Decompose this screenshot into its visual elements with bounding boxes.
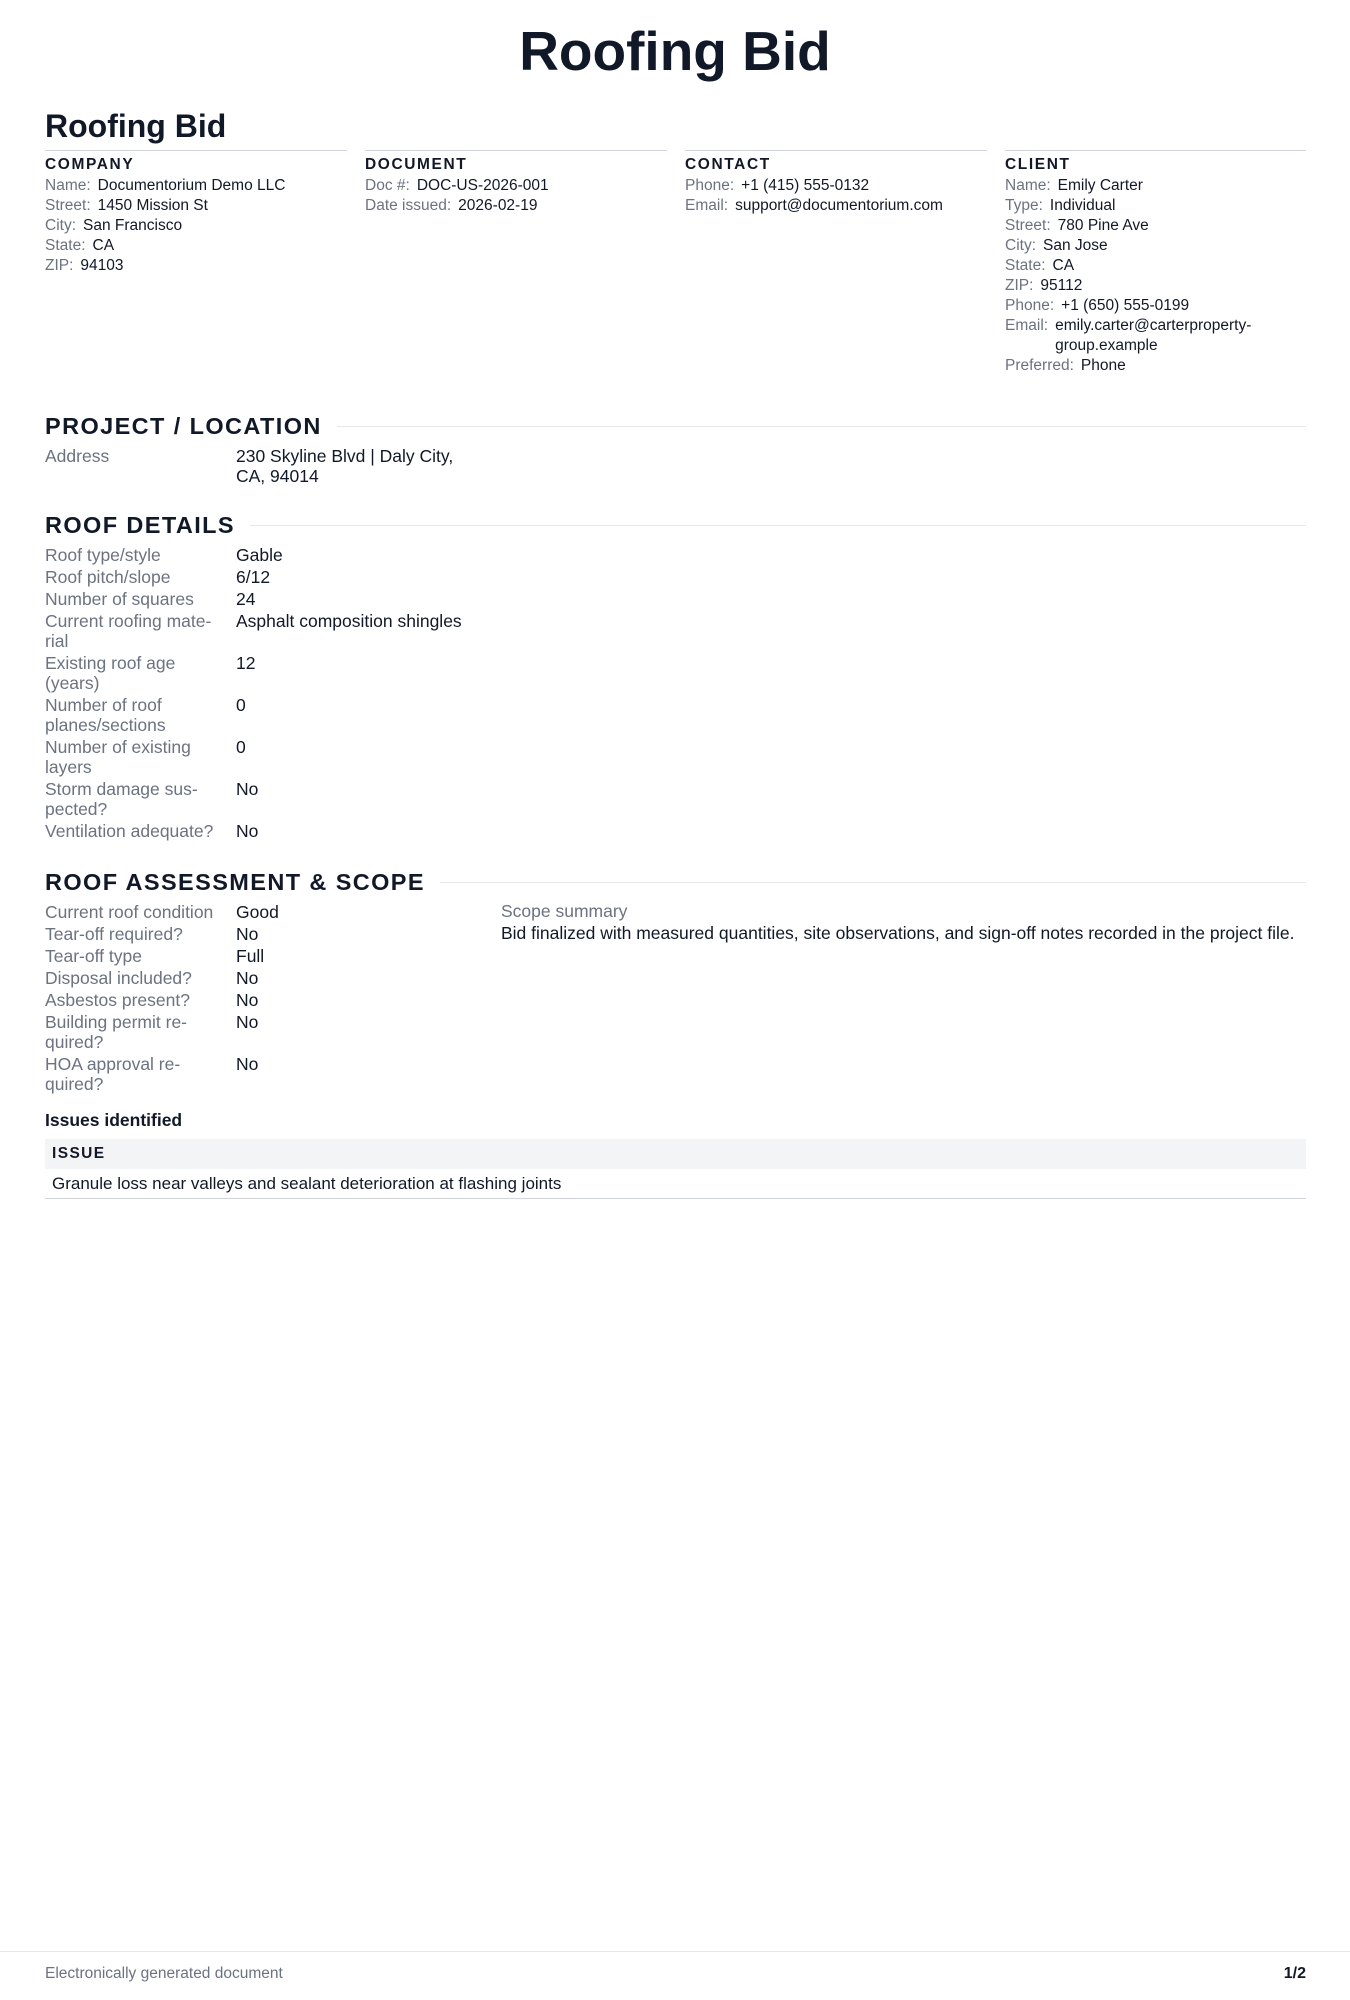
field-value: 0 [236, 737, 246, 757]
field-label: Date issued: [365, 197, 452, 214]
client-preferred: Phone [1080, 357, 1126, 374]
field-label: Ventilation adequate? [45, 821, 214, 841]
client-phone-row [1005, 296, 1306, 316]
client-street: 780 Pine Ave [1057, 217, 1149, 234]
client-name-row [1005, 176, 1306, 196]
label-line2: layers [45, 757, 92, 777]
client-zip-row [1005, 276, 1306, 296]
doc-number: DOC-US-2026-001 [416, 177, 549, 194]
client-email [1055, 316, 1251, 356]
field-label: Disposal included? [45, 968, 192, 988]
issues-title: Issues identified [45, 1110, 183, 1130]
company-block [45, 150, 347, 376]
field-label: Preferred: [1005, 357, 1074, 374]
scope-summary [501, 900, 1306, 944]
field-value: Gable [236, 545, 283, 565]
page-number: 1/2 [1283, 1965, 1306, 1982]
assessment-row [45, 990, 476, 1010]
detail-row [45, 821, 476, 841]
field-label: Phone: [685, 177, 735, 194]
client-type-row [1005, 196, 1306, 216]
field-label: Address [45, 446, 110, 466]
footer-note: Electronically generated document [45, 1965, 283, 1982]
field-value: No [236, 968, 259, 988]
client-email-line2: group.example [1055, 337, 1158, 354]
field-value: Good [236, 902, 279, 922]
roof-details-section-heading [45, 511, 1306, 539]
field-value: No [236, 779, 259, 799]
section-title: ROOF ASSESSMENT & SCOPE [45, 869, 425, 895]
field-label: Street: [1005, 217, 1051, 234]
field-label: Current roof condition [45, 902, 214, 922]
detail-row [45, 695, 476, 735]
scope-summary-text: Bid finalized with measured quantities, site observations, and sign-off notes recorded in the project file. [501, 923, 1295, 943]
field-label: Name: [45, 177, 91, 194]
label-line2: quired? [45, 1032, 104, 1052]
page-footer [0, 1951, 1350, 1982]
contact-phone: +1 (415) 555-0132 [741, 177, 870, 194]
assessment-row [45, 968, 476, 988]
label-line2: pected? [45, 799, 108, 819]
label-line2: (years) [45, 673, 100, 693]
company-city: San Francisco [83, 217, 183, 234]
client-name: Emily Carter [1057, 177, 1143, 194]
field-value: 6/12 [236, 567, 271, 587]
field-label: Doc #: [365, 177, 410, 194]
label-line2: rial [45, 631, 69, 651]
field-label: Email: [1005, 317, 1049, 334]
label-line1: Building permit re- [45, 1012, 187, 1032]
company-city-row [45, 216, 347, 236]
field-value: No [236, 990, 259, 1010]
assessment-row [45, 924, 476, 944]
field-value: 12 [236, 653, 256, 673]
label-line1: HOA approval re- [45, 1054, 181, 1074]
company-zip: 94103 [80, 257, 124, 274]
client-state: CA [1052, 257, 1075, 274]
field-label: Phone: [1005, 297, 1055, 314]
field-label: Type: [1005, 197, 1043, 214]
company-heading: COMPANY [45, 156, 135, 173]
detail-row [45, 737, 476, 777]
client-block [1005, 150, 1306, 376]
company-street: 1450 Mission St [97, 197, 208, 214]
field-value: 24 [236, 589, 256, 609]
label-line2: planes/sections [45, 715, 166, 735]
company-state: CA [92, 237, 115, 254]
contact-block [685, 150, 987, 376]
field-label: City: [1005, 237, 1036, 254]
contact-email-row [685, 196, 987, 216]
section-divider [440, 882, 1306, 883]
assessment-section-heading [45, 868, 1306, 896]
client-heading: CLIENT [1005, 156, 1071, 173]
project-section-heading [45, 412, 1306, 440]
field-label: ZIP: [45, 257, 74, 274]
client-state-row [1005, 256, 1306, 276]
field-value: No [236, 1012, 259, 1032]
detail-row [45, 653, 476, 693]
section-title: PROJECT / LOCATION [45, 413, 322, 439]
assessment-row [45, 902, 476, 922]
detail-row [45, 589, 476, 609]
issues-column-header: ISSUE [45, 1139, 1306, 1169]
field-label: Number of squares [45, 589, 194, 609]
field-label: Street: [45, 197, 91, 214]
company-name: Documentorium Demo LLC [97, 177, 286, 194]
project-address [236, 446, 476, 486]
assessment-row [45, 1054, 476, 1094]
client-zip: 95112 [1040, 277, 1083, 294]
company-name-row [45, 176, 347, 196]
client-email-row [1005, 316, 1306, 356]
company-zip-row [45, 256, 347, 276]
document-heading: Roofing Bid [45, 108, 227, 144]
contact-heading: CONTACT [685, 156, 771, 173]
client-phone: +1 (650) 555-0199 [1061, 297, 1190, 314]
client-city-row [1005, 236, 1306, 256]
field-label [45, 695, 223, 735]
field-label [45, 1054, 223, 1094]
field-label: Email: [685, 197, 729, 214]
page-title: Roofing Bid [519, 20, 831, 82]
detail-row [45, 611, 476, 651]
field-value: No [236, 924, 259, 944]
project-rows [45, 446, 476, 488]
company-street-row [45, 196, 347, 216]
section-divider [337, 426, 1306, 427]
label-line2: quired? [45, 1074, 104, 1094]
field-label [45, 653, 223, 693]
field-value: No [236, 1054, 259, 1074]
detail-row [45, 779, 476, 819]
client-type: Individual [1049, 197, 1116, 214]
label-line1: Number of existing [45, 737, 191, 757]
field-label: Asbestos present? [45, 990, 190, 1010]
document-heading-label: DOCUMENT [365, 156, 468, 173]
issues-table [45, 1139, 1306, 1199]
detail-row [45, 545, 476, 565]
date-issued-row [365, 196, 667, 216]
contact-email: support@documentorium.com [735, 197, 943, 214]
field-label: ZIP: [1005, 277, 1034, 294]
field-label [45, 611, 223, 651]
field-label: Name: [1005, 177, 1051, 194]
table-row: Granule loss near valleys and sealant deterioration at flashing joints [45, 1169, 1306, 1199]
label-line1: Number of roof [45, 695, 162, 715]
label-line1: Storm damage sus- [45, 779, 198, 799]
label-line1: Current roofing mate- [45, 611, 212, 631]
assessment-row [45, 946, 476, 966]
field-label: Roof pitch/slope [45, 567, 171, 587]
field-label [45, 779, 223, 819]
field-label: Tear-off type [45, 946, 142, 966]
field-label: State: [45, 237, 86, 254]
assessment-rows [45, 902, 476, 1096]
doc-number-row [365, 176, 667, 196]
contact-phone-row [685, 176, 987, 196]
client-city: San Jose [1043, 237, 1108, 254]
field-label: City: [45, 217, 76, 234]
field-label [45, 737, 223, 777]
field-label [45, 1012, 223, 1052]
client-street-row [1005, 216, 1306, 236]
field-label: Tear-off required? [45, 924, 183, 944]
client-email-line1: emily.carter@carterproperty- [1055, 317, 1252, 334]
address-line2: CA, 94014 [236, 466, 319, 486]
field-value: Asphalt composition shingles [236, 611, 462, 631]
company-state-row [45, 236, 347, 256]
assessment-row [45, 1012, 476, 1052]
label-line1: Existing roof age [45, 653, 176, 673]
info-grid [45, 150, 1306, 376]
address-line1: 230 Skyline Blvd | Daly City, [236, 446, 454, 466]
field-value: Full [236, 946, 265, 966]
section-divider [250, 525, 1306, 526]
section-title: ROOF DETAILS [45, 512, 235, 538]
date-issued: 2026-02-19 [458, 197, 538, 214]
field-value: 0 [236, 695, 246, 715]
document-block [365, 150, 667, 376]
client-preferred-row [1005, 356, 1306, 376]
field-label: State: [1005, 257, 1046, 274]
field-label: Roof type/style [45, 545, 161, 565]
roof-details-rows [45, 545, 476, 843]
field-value: No [236, 821, 259, 841]
address-row [45, 446, 476, 486]
scope-summary-label: Scope summary [501, 901, 628, 921]
detail-row [45, 567, 476, 587]
